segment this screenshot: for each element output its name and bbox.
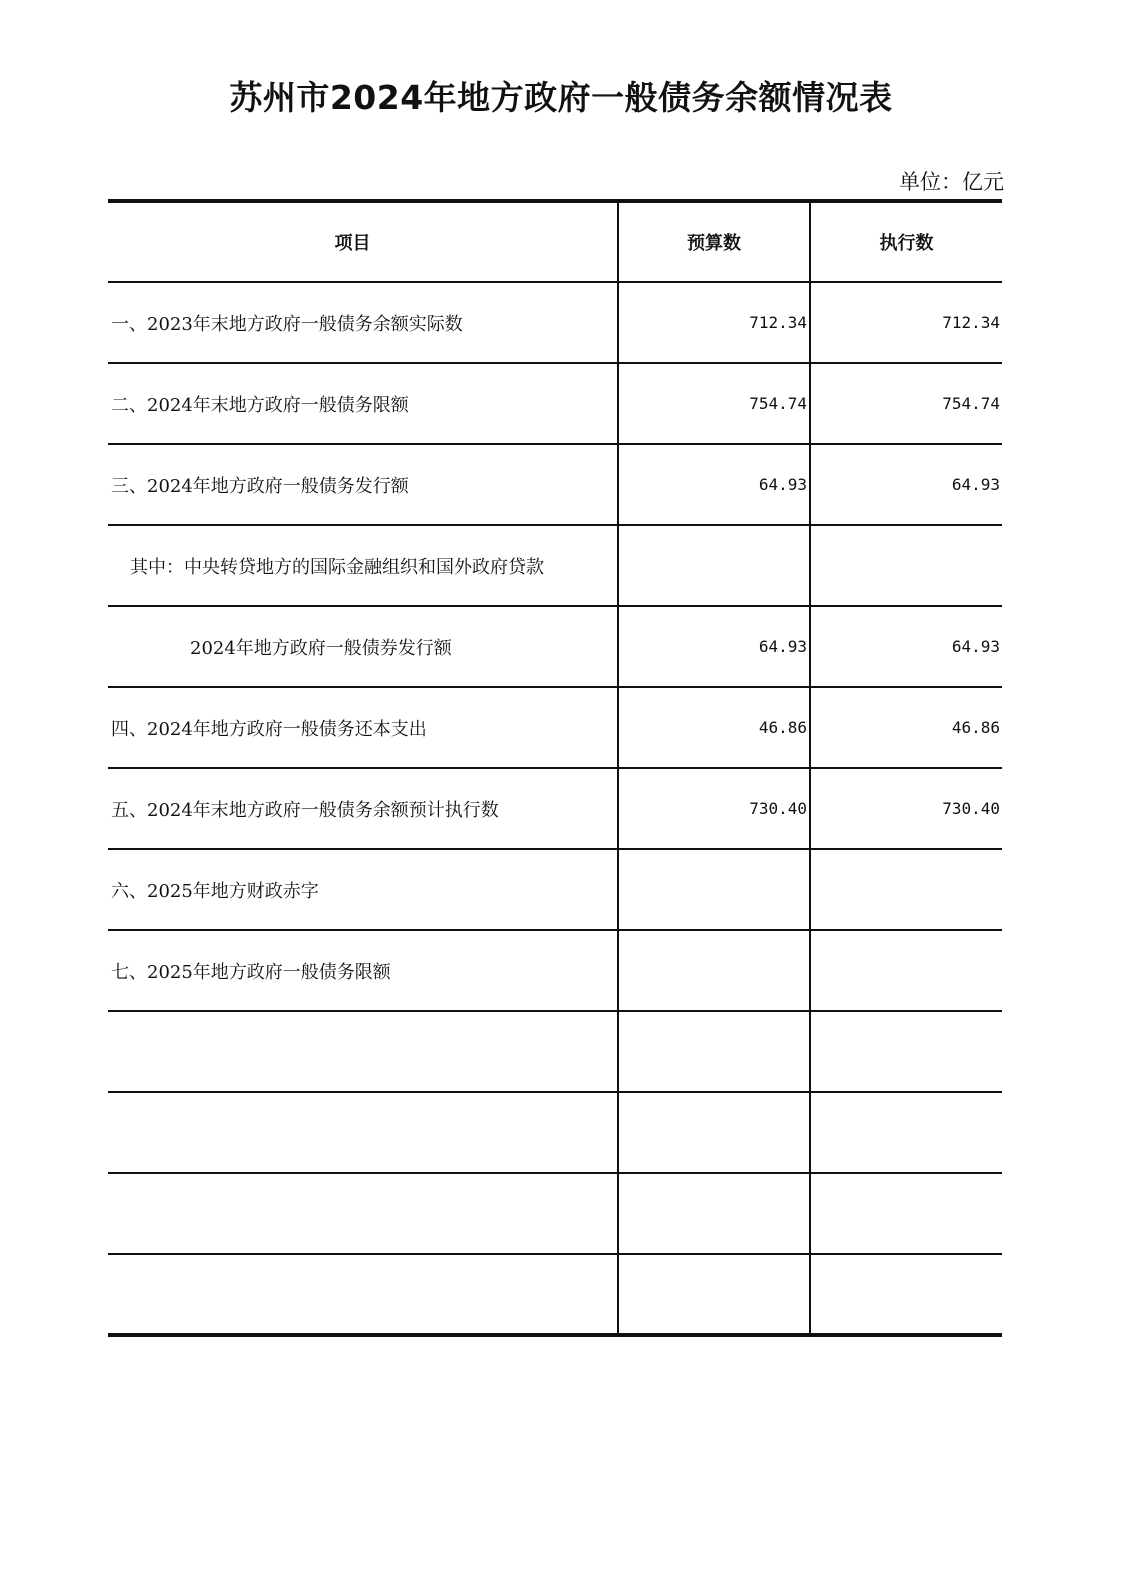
table-row (108, 363, 1002, 444)
row-budget (618, 1173, 810, 1254)
row-actual: 46.86 (810, 687, 1002, 768)
row-budget: 64.93 (618, 606, 810, 687)
row-budget: 754.74 (618, 363, 810, 444)
row-actual (810, 525, 1002, 606)
row-actual (810, 930, 1002, 1011)
row-budget (618, 849, 810, 930)
row-budget (618, 930, 810, 1011)
header-budget: 预算数 (618, 201, 810, 282)
page-title: 苏州市2024年地方政府一般债务余额情况表 (229, 78, 893, 117)
row-item: 七、2025年地方政府一般债务限额 (108, 930, 618, 1011)
header-item: 项目 (108, 201, 618, 282)
debt-balance-table (108, 199, 1002, 1337)
row-item: 其中：中央转贷地方的国际金融组织和国外政府贷款 (108, 525, 618, 606)
row-budget: 64.93 (618, 444, 810, 525)
row-item: 2024年地方政府一般债券发行额 (108, 606, 618, 687)
unit-label: 单位：亿元 (899, 170, 1004, 194)
table-row (108, 282, 1002, 363)
row-actual (810, 849, 1002, 930)
row-item: 一、2023年末地方政府一般债务余额实际数 (108, 282, 618, 363)
row-actual (810, 1092, 1002, 1173)
row-actual (810, 1254, 1002, 1335)
row-budget (618, 525, 810, 606)
table-row (108, 1092, 1002, 1173)
row-actual: 712.34 (810, 282, 1002, 363)
table-row (108, 849, 1002, 930)
row-item: 四、2024年地方政府一般债务还本支出 (108, 687, 618, 768)
row-item (108, 1254, 618, 1335)
table-row (108, 768, 1002, 849)
row-item: 五、2024年末地方政府一般债务余额预计执行数 (108, 768, 618, 849)
row-actual: 730.40 (810, 768, 1002, 849)
row-budget (618, 1011, 810, 1092)
row-actual (810, 1011, 1002, 1092)
row-actual (810, 1173, 1002, 1254)
row-item (108, 1173, 618, 1254)
row-budget (618, 1092, 810, 1173)
table-header-row (108, 201, 1002, 282)
table-row (108, 525, 1002, 606)
table-row (108, 1011, 1002, 1092)
row-item (108, 1092, 618, 1173)
row-actual: 754.74 (810, 363, 1002, 444)
table-row (108, 444, 1002, 525)
table-row (108, 687, 1002, 768)
row-item: 六、2025年地方财政赤字 (108, 849, 618, 930)
table-row (108, 606, 1002, 687)
table-row (108, 1173, 1002, 1254)
row-budget (618, 1254, 810, 1335)
row-item: 二、2024年末地方政府一般债务限额 (108, 363, 618, 444)
row-budget: 46.86 (618, 687, 810, 768)
row-item: 三、2024年地方政府一般债务发行额 (108, 444, 618, 525)
row-actual: 64.93 (810, 606, 1002, 687)
table-row (108, 930, 1002, 1011)
table-row (108, 1254, 1002, 1335)
row-budget: 712.34 (618, 282, 810, 363)
row-actual: 64.93 (810, 444, 1002, 525)
header-actual: 执行数 (810, 201, 1002, 282)
row-budget: 730.40 (618, 768, 810, 849)
row-item (108, 1011, 618, 1092)
